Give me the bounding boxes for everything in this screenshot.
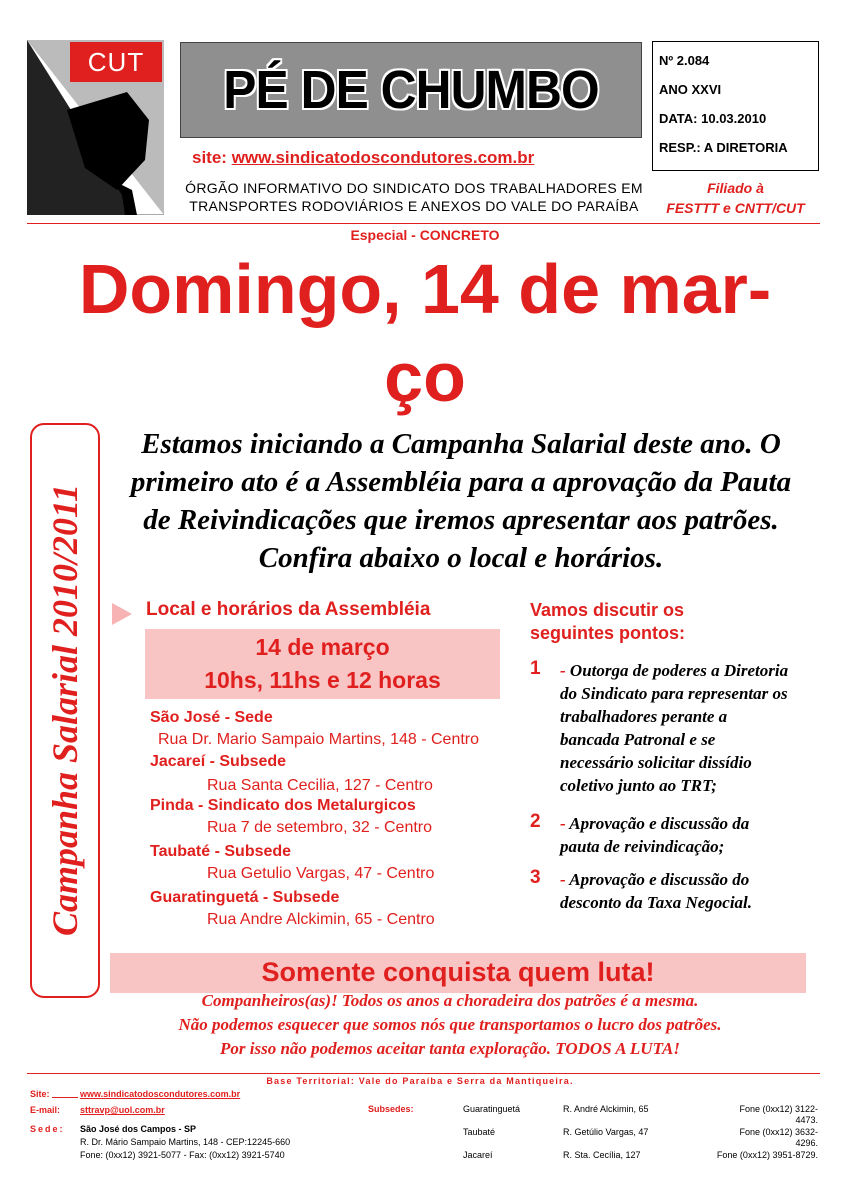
affiliation-line1: Filiado à — [707, 180, 764, 196]
location-name: Pinda - Sindicato dos Metalurgicos — [150, 797, 416, 814]
location-name: Jacareí - Subsede — [150, 753, 287, 770]
subsede-phone-cont: 4296. — [795, 1138, 818, 1148]
issue-date: DATA: 10.03.2010 — [659, 111, 767, 126]
location-address: Rua Andre Alckimin, 65 - Centro — [207, 911, 435, 928]
location-address: Rua Santa Cecilia, 127 - Centro — [207, 777, 433, 794]
site-link[interactable]: www.sindicatodoscondutores.com.br — [231, 148, 535, 167]
territorial-base: Base Territorial: Vale do Paraíba e Serra da Mantiqueira. — [266, 1076, 574, 1086]
point-text: Aprovação e discussão da pauta de reivindicação; — [560, 814, 750, 856]
subsede-city: Guaratinguetá — [463, 1104, 521, 1114]
subsede-address: R. André Alckimin, 65 — [563, 1104, 649, 1114]
assembly-title: Local e horários da Assembléia — [146, 599, 431, 620]
intro-paragraph: Estamos iniciando a Campanha Salarial deste ano. O primeiro ato é a Assembléia para a aprovação da Pauta de Reivindicações que iremos apresentar aos patrões. Confira abaixo o local e horários. — [130, 428, 792, 574]
issue-responsible: RESP.: A DIRETORIA — [659, 140, 788, 155]
location-name: São José - Sede — [150, 709, 273, 726]
assembly-times: 10hs, 11hs e 12 horas — [204, 667, 441, 693]
location-name: Guaratinguetá - Subsede — [150, 889, 340, 906]
point-text: Outorga de poderes a Diretoria do Sindicato para representar os trabalhadores perante a bancada Patronal e se necessário solicitar dissídio coletivo junto ao TRT; — [560, 661, 789, 795]
footer-site-link[interactable]: www.sindicatodoscondutores.com.br — [80, 1089, 241, 1099]
point-number: 2 — [530, 811, 541, 832]
assembly-date-box — [145, 629, 500, 699]
points-title-line2: seguintes pontos: — [530, 623, 686, 643]
site-label: site: — [192, 148, 227, 167]
footer-subsedes-label: Subsedes: — [368, 1104, 414, 1114]
footer-site-label: Site: — [30, 1089, 50, 1099]
discussion-point: 2 - Aprovação e discussão da pauta de reivindicação; — [530, 811, 750, 856]
footer-divider — [27, 1073, 820, 1074]
section-label: Especial - CONCRETO — [350, 227, 500, 243]
location-address: Rua Getulio Vargas, 47 - Centro — [207, 865, 435, 882]
point-number: 1 — [530, 658, 541, 679]
affiliation — [652, 178, 819, 218]
points-title — [530, 599, 685, 645]
issue-number: Nº 2.084 — [659, 53, 710, 68]
points-title-line1: Vamos discutir os — [530, 600, 685, 620]
footer-site-underline — [52, 1097, 78, 1098]
footer-sede-label: Sede: — [30, 1124, 65, 1134]
subsede-phone: Fone (0xx12) 3951-8729. — [716, 1150, 818, 1160]
org-description-line1: ÓRGÃO INFORMATIVO DO SINDICATO DOS TRABALHADORES EM — [185, 180, 643, 196]
point-number: 3 — [530, 867, 541, 888]
issue-year: ANO XXVI — [659, 82, 722, 97]
subsede-address: R. Sta. Cecília, 127 — [563, 1150, 641, 1160]
assembly-date: 14 de março — [255, 634, 390, 660]
subsede-phone: Fone (0xx12) 3632- — [739, 1127, 818, 1137]
closing-line: Não podemos esquecer que somos nós que transportamos o lucro dos patrões. — [178, 1015, 722, 1034]
cut-badge: CUT — [70, 42, 162, 82]
headline-line1: Domingo, 14 de mar- — [78, 250, 772, 328]
issue-info-box — [652, 41, 819, 171]
location-address: Rua Dr. Mario Sampaio Martins, 148 - Centro — [158, 731, 480, 748]
subsede-address: R. Getúlio Vargas, 47 — [563, 1127, 649, 1137]
newspaper-title: PÉ DE CHUMBO — [223, 60, 599, 120]
footer-sede-phone: Fone: (0xx12) 3921-5077 - Fax: (0xx12) 3921-5740 — [80, 1150, 285, 1160]
headline — [40, 245, 810, 421]
headline-line2: ço — [384, 338, 466, 416]
discussion-point: 1 - Outorga de poderes a Diretoria do Sindicato para representar os trabalhadores perante a bancada Patronal e se necessário solicitar dissídio coletivo junto ao TRT; — [530, 658, 789, 795]
closing-line: Companheiros(as)! Todos os anos a choradeira dos patrões é a mesma. — [201, 991, 699, 1010]
location-address: Rua 7 de setembro, 32 - Centro — [207, 819, 433, 836]
slogan: Somente conquista quem luta! — [261, 957, 655, 987]
subsede-phone: Fone (0xx12) 3122- — [739, 1104, 818, 1114]
side-band-text: Campanha Salarial 2010/2011 — [45, 483, 85, 937]
header-divider — [27, 223, 820, 224]
affiliation-line2: FESTTT e CNTT/CUT — [666, 200, 805, 216]
subsede-phone-cont: 4473. — [795, 1115, 818, 1125]
footer-email-link[interactable]: sttravp@uol.com.br — [80, 1105, 165, 1115]
closing-line: Por isso não podemos aceitar tanta exploração. TODOS A LUTA! — [220, 1039, 680, 1058]
org-description-line2: TRANSPORTES RODOVIÁRIOS E ANEXOS DO VALE DO PARAÍBA — [189, 198, 639, 214]
footer-email-label: E-mail: — [30, 1105, 61, 1115]
discussion-point: 3 - Aprovação e discussão do desconto da Taxa Negocial. — [530, 867, 753, 912]
subsede-city: Jacareí — [463, 1150, 493, 1160]
location-name: Taubaté - Subsede — [150, 843, 292, 860]
subsede-city: Taubaté — [463, 1127, 496, 1137]
footer-sede-name: São José dos Campos - SP — [80, 1124, 197, 1134]
point-text: Aprovação e discussão do desconto da Taxa Negocial. — [560, 870, 753, 912]
footer-sede-address: R. Dr. Mário Sampaio Martins, 148 - CEP:12245-660 — [80, 1137, 291, 1147]
arrow-right-icon — [112, 603, 132, 625]
site-line — [192, 148, 534, 168]
